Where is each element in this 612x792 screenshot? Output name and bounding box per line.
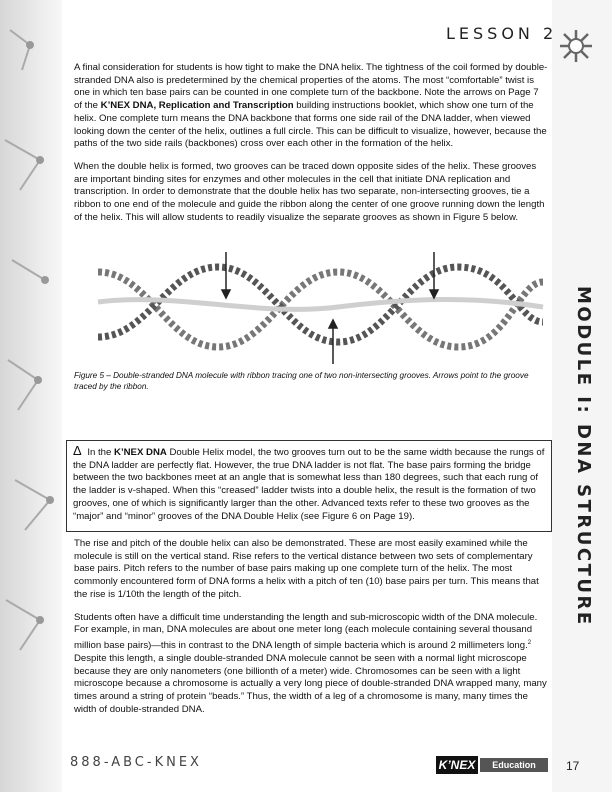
module-title: MODULE I: DNA STRUCTURE	[573, 286, 594, 627]
intro-section	[74, 62, 549, 234]
delta-icon: Δ	[73, 443, 82, 458]
paragraph-dna-length: Students often have a difficult time understanding the length and sub-microscopic width of the DNA molecule. For example, in man, DNA molecules are about one meter long (each molecule containing several thousand million base pairs)—this in contrast to the DNA length of simple bacteria which is around 2 millimeters long.$^2$ Despite this length, a single double-stranded DNA molecule cannot be seen with a normal light microscope because they are only nanometers (one billionth of a meter) wide. Chromosomes can be seen with a light microscope because a chromosome is actually a very long piece of double-stranded DNA wrapped many, many times around a string of protein “beads.” Thus, the width of a leg of a chromosome is many, many times the width of double-stranded DNA.	[74, 611, 547, 715]
figure-dna-ribbon	[78, 252, 548, 367]
page-number: 17	[566, 759, 580, 773]
paragraph-helix-tightness: A final consideration for students is how tight to make the DNA helix. The tightness of the coil formed by double-stranded DNA also is predetermined by the chemical properties of the atoms. The most “comfortable” twist is one in which ten base pairs can be counted in one complete turn of the backbone. Note the arrows on Page 7 of the K’NEX DNA, Replication and Transcription building instructions booklet, which show one turn of the helix. One complete turn means the DNA backbone that forms one side rail of the DNA ladder, when viewed looking down the center of the helix, outlines a full circle. This can be difficult to visualize, however, because the paths of the two side rails (backbones) cross over each other in the formation of the helix.	[74, 62, 548, 150]
knex-education-logo	[436, 756, 550, 774]
logo-brand: K’NEX	[436, 756, 478, 774]
decorative-left-strip	[0, 0, 62, 792]
callout-box: Δ In the K’NEX DNA Double Helix model, the two grooves turn out to be the same width because the rungs of the DNA ladder are perfectly flat. However, the true DNA ladder is not flat. The base pairs forming the bridge between the two backbones meet at an angle that is somewhat less than 180 degrees, such that each rung of the ladder is v-shaped. When this “creased” ladder twists into a double helix, the result is the formation of two grooves, one of which is significantly larger than the other. Advanced texts refer to these two grooves as the “major” and “minor” grooves of the DNA Double Helix (see Figure 6 on Page 19).	[66, 440, 552, 532]
rise-pitch-section	[74, 538, 549, 726]
lesson-label: LESSON 2	[446, 24, 558, 43]
footer-phone: 888-ABC-KNEX	[70, 755, 202, 770]
figure-caption: Figure 5 – Double-stranded DNA molecule with ribbon tracing one of two non-intersecting grooves. Arrows point to the groove traced by the ribbon.	[74, 371, 529, 391]
paragraph-grooves: When the double helix is formed, two grooves can be traced down opposite sides of the helix. These grooves are important binding sites for enzymes and other molecules in the cell that initiate DNA replication and transcription. In order to demonstrate that the double helix has two separate, non-intersecting grooves, tie a ribbon to one end of the molecule and guide the ribbon along the center of one groove running down the length of the helix. This will allow students to readily visualize the separate grooves as shown in Figure 5 below.	[74, 160, 545, 223]
molecule-decoration	[0, 0, 62, 792]
gear-icon	[556, 26, 596, 66]
paragraph-rise-pitch: The rise and pitch of the double helix can also be demonstrated. These are most easily examined while the molecule is still on the vertical stand. Rise refers to the vertical distance between two sets of complementary base pairs. Pitch refers to the number of base pairs making up one complete turn of the helix. The most commonly encountered form of DNA forms a helix with a pitch of ten (10) base pairs per turn. This means that the rise is 1/10th the length of the pitch.	[74, 538, 539, 600]
logo-sub: Education	[480, 758, 548, 772]
